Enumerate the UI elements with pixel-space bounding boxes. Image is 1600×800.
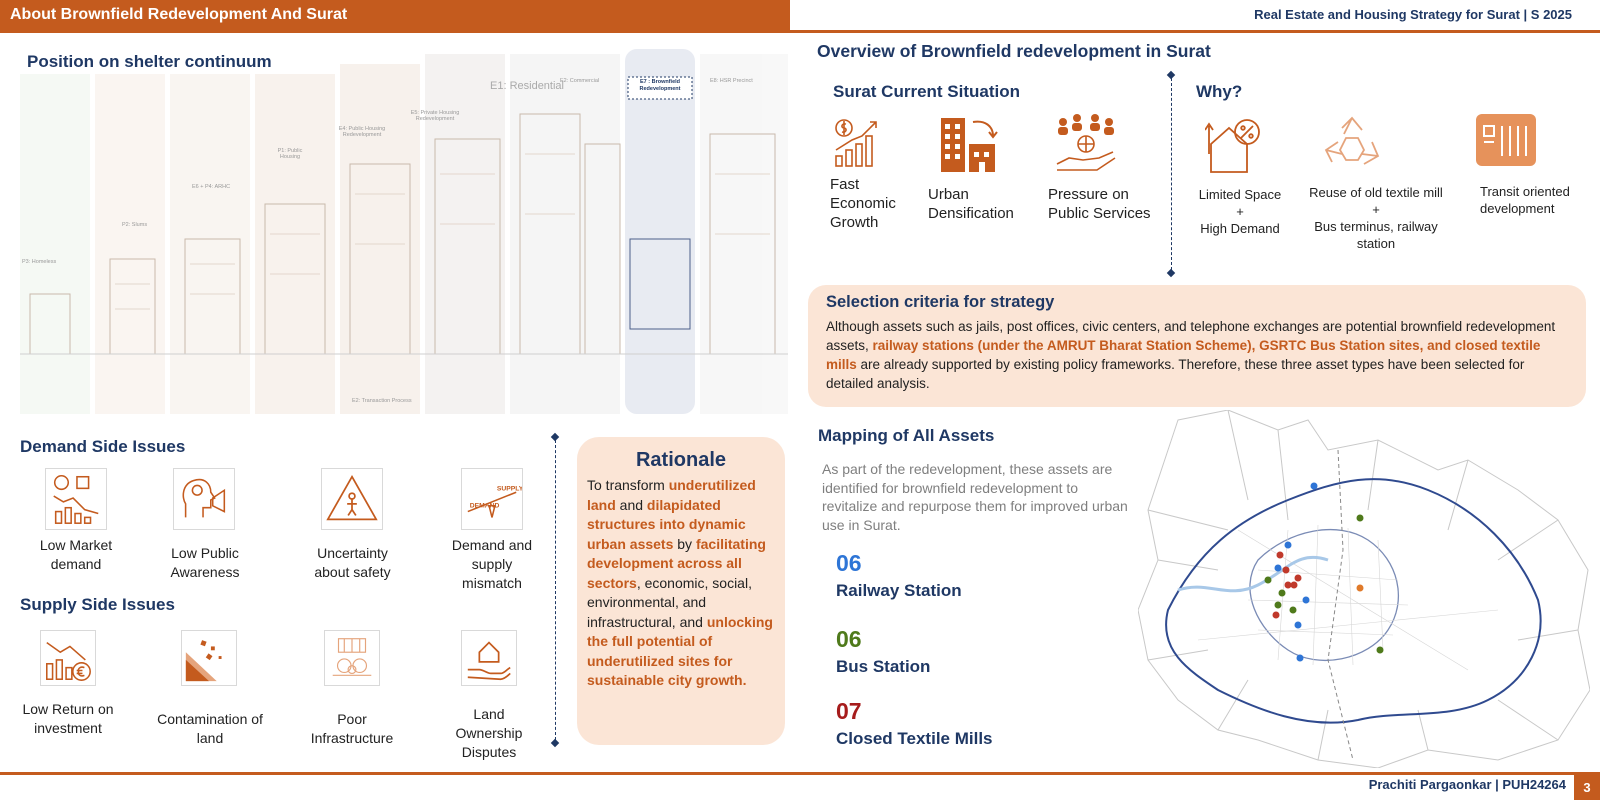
svg-text:DEMAND: DEMAND — [469, 502, 500, 510]
header-title: About Brownfield Redevelopment And Surat — [0, 0, 790, 30]
why-label: Limited Space + High Demand — [1198, 187, 1282, 236]
stage-label: P3: Homeless — [22, 259, 57, 265]
rationale-text: To transform underutilized land and dilapidated structures into dynamic urban assets by facilitating development across all sectors, economic, social, environmental, and infrastructural, and unlocking the full potential of underutilized sites for sustainable city growth. — [587, 477, 773, 688]
current-situation-title: Surat Current Situation — [833, 82, 1021, 101]
market-chart-icon — [45, 468, 107, 530]
mapping-title: Mapping of All Assets — [818, 426, 995, 445]
continuum-title: Position on shelter continuum — [27, 52, 272, 71]
footer-divider — [0, 772, 1600, 775]
demand-label: Low Market demand — [39, 537, 113, 572]
transaction-label: E2: Transaction Process — [352, 398, 412, 404]
hand-house-icon — [461, 630, 517, 686]
current-label: Urban Densification — [928, 186, 1014, 222]
demand-label: Uncertainty about safety — [314, 545, 391, 580]
bus-count: 06 — [836, 626, 862, 652]
seesaw-icon — [461, 468, 523, 530]
megaphone-head-icon — [173, 468, 235, 530]
supply-label: Poor Infrastructure — [310, 711, 394, 746]
transit-icon — [1476, 114, 1536, 166]
why-title: Why? — [1196, 82, 1243, 101]
stage-label: E1: Residential — [490, 80, 564, 92]
buildings-icon — [937, 112, 1001, 176]
supply-title: Supply Side Issues — [20, 595, 175, 614]
divider-dot — [1167, 269, 1175, 277]
mill-count: 07 — [836, 698, 862, 724]
house-percent-icon — [1205, 114, 1263, 178]
divider-dot — [551, 739, 559, 747]
header-subtitle: Real Estate and Housing Strategy for Surat | S 2025 — [1254, 7, 1572, 22]
stage-label: E8: HSR Precinct — [710, 78, 753, 84]
divider-line — [1171, 78, 1172, 270]
stage-label: E2: Commercial — [560, 78, 600, 84]
selection-title: Selection criteria for strategy — [826, 293, 1055, 311]
mapping-description: As part of the redevelopment, these assets are identified for brownfield redevelopment to revitalize and repurpose them for improved urban use in Surat. — [822, 461, 1128, 533]
selection-box — [808, 285, 1586, 407]
railway-count: 06 — [836, 550, 862, 576]
surat-asset-map — [1138, 410, 1590, 768]
mill-label: Closed Textile Mills — [836, 729, 993, 748]
stage-label: E5: Private Housing Redevelopment — [410, 110, 460, 122]
supply-label: Low Return on investment — [22, 701, 114, 736]
people-hand-icon — [1053, 114, 1119, 176]
low-return-icon — [40, 630, 96, 686]
stage-label: E6 + P4: ARHC — [192, 184, 231, 190]
demand-title: Demand Side Issues — [20, 437, 186, 456]
why-label: Reuse of old textile mill + Bus terminus, railway station — [1309, 185, 1443, 251]
current-label: Pressure on Public Services — [1048, 186, 1151, 222]
page-number: 3 — [1574, 775, 1600, 800]
shelter-continuum-illustration — [20, 44, 788, 414]
overview-title: Overview of Brownfield redevelopment in Surat — [817, 41, 1211, 61]
railway-label: Railway Station — [836, 581, 962, 600]
demand-label: Demand and supply mismatch — [451, 537, 533, 591]
why-label: Transit oriented development — [1480, 184, 1570, 216]
supply-label: Contamination of land — [157, 711, 263, 746]
footer-author: Prachiti Pargaonkar | PUH24264 — [1368, 777, 1566, 792]
selection-text: Although assets such as jails, post offices, civic centers, and telephone exchanges are potential brownfield redevelopment assets, railway stations (under the AMRUT Bharat Station Scheme), GSRTC Bus Station sites, and closed textile mills are already supported by existing policy frameworks. Therefore, these three asset types have been selected for detailed analysis. — [826, 319, 1556, 391]
header-divider — [0, 30, 1600, 33]
bus-label: Bus Station — [836, 657, 931, 676]
divider-line — [555, 440, 556, 740]
stage-label: E4: Public Housing Redevelopment — [338, 126, 386, 138]
supply-label: Land Ownership Disputes — [455, 706, 523, 760]
rationale-box — [577, 437, 785, 745]
demand-label: Low Public Awareness — [170, 545, 240, 580]
current-label: Fast Economic Growth — [830, 176, 896, 231]
recycle-icon — [1322, 114, 1382, 176]
svg-text:SUPPLY: SUPPLY — [496, 485, 522, 493]
stage-label: P1: Public Housing — [277, 148, 303, 160]
growth-chart-icon — [832, 116, 882, 168]
warning-triangle-icon — [321, 468, 383, 530]
stage-label: P2: Slums — [122, 222, 148, 228]
infrastructure-icon — [324, 630, 380, 686]
contaminated-land-icon — [181, 630, 237, 686]
stage-label-highlight: E7 : Brownfield Redevelopment — [639, 79, 681, 92]
rationale-title: Rationale — [635, 449, 727, 471]
